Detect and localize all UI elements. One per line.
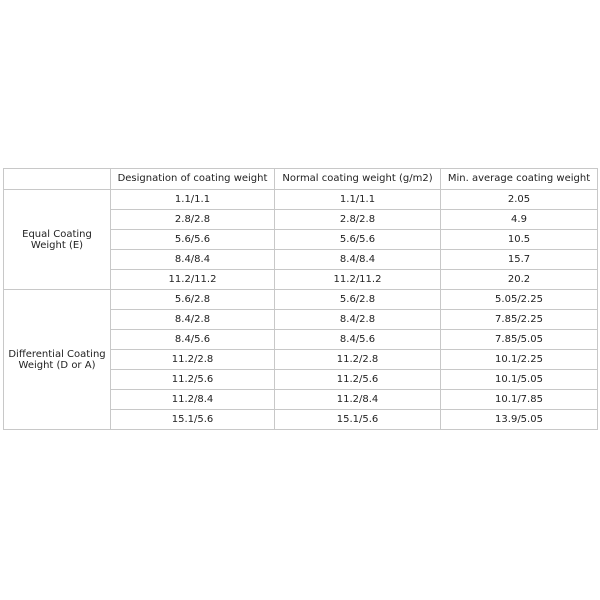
- header-empty-cell: [4, 169, 111, 190]
- designation-cell: 8.4/8.4: [111, 250, 275, 270]
- min-average-cell: 7.85/2.25: [441, 310, 598, 330]
- normal-weight-cell: 8.4/2.8: [275, 310, 441, 330]
- header-min-average: Min. average coating weight: [441, 169, 598, 190]
- min-average-cell: 5.05/2.25: [441, 290, 598, 310]
- min-average-cell: 10.5: [441, 230, 598, 250]
- designation-cell: 5.6/5.6: [111, 230, 275, 250]
- normal-weight-cell: 8.4/8.4: [275, 250, 441, 270]
- min-average-cell: 10.1/7.85: [441, 390, 598, 410]
- normal-weight-cell: 2.8/2.8: [275, 210, 441, 230]
- designation-cell: 8.4/2.8: [111, 310, 275, 330]
- normal-weight-cell: 11.2/2.8: [275, 350, 441, 370]
- header-designation: Designation of coating weight: [111, 169, 275, 190]
- min-average-cell: 7.85/5.05: [441, 330, 598, 350]
- min-average-cell: 2.05: [441, 190, 598, 210]
- normal-weight-cell: 11.2/8.4: [275, 390, 441, 410]
- designation-cell: 11.2/5.6: [111, 370, 275, 390]
- min-average-cell: 13.9/5.05: [441, 410, 598, 430]
- designation-cell: 8.4/5.6: [111, 330, 275, 350]
- designation-cell: 15.1/5.6: [111, 410, 275, 430]
- min-average-cell: 10.1/2.25: [441, 350, 598, 370]
- normal-weight-cell: 5.6/5.6: [275, 230, 441, 250]
- min-average-cell: 20.2: [441, 270, 598, 290]
- table-row: [4, 190, 598, 210]
- designation-cell: 1.1/1.1: [111, 190, 275, 210]
- normal-weight-cell: 5.6/2.8: [275, 290, 441, 310]
- normal-weight-cell: 11.2/11.2: [275, 270, 441, 290]
- normal-weight-cell: 8.4/5.6: [275, 330, 441, 350]
- group-label-equal: Equal Coating Weight (E): [4, 190, 111, 290]
- header-row: [4, 169, 598, 190]
- designation-cell: 11.2/8.4: [111, 390, 275, 410]
- designation-cell: 11.2/11.2: [111, 270, 275, 290]
- normal-weight-cell: 1.1/1.1: [275, 190, 441, 210]
- min-average-cell: 15.7: [441, 250, 598, 270]
- group-label-differential: Differential Coating Weight (D or A): [4, 290, 111, 430]
- designation-cell: 2.8/2.8: [111, 210, 275, 230]
- normal-weight-cell: 11.2/5.6: [275, 370, 441, 390]
- min-average-cell: 10.1/5.05: [441, 370, 598, 390]
- header-normal-weight: Normal coating weight (g/m2): [275, 169, 441, 190]
- min-average-cell: 4.9: [441, 210, 598, 230]
- table-row: [4, 290, 598, 310]
- designation-cell: 11.2/2.8: [111, 350, 275, 370]
- coating-weight-table: [3, 168, 598, 430]
- normal-weight-cell: 15.1/5.6: [275, 410, 441, 430]
- designation-cell: 5.6/2.8: [111, 290, 275, 310]
